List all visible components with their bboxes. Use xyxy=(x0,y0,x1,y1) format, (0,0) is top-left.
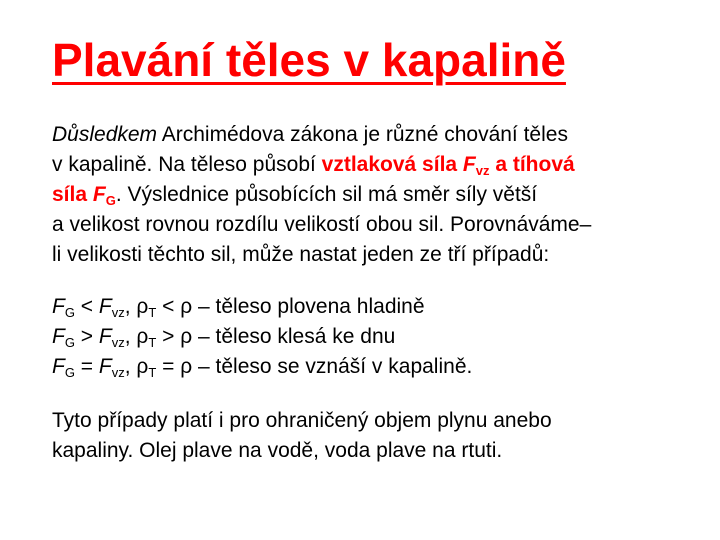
intro-line-3-text: . Výslednice působících sil má směr síly větší xyxy=(115,183,538,206)
case-operator: = xyxy=(74,355,99,378)
slide-title: Plavání těles v kapalině xyxy=(52,34,566,86)
case-T-subscript: T xyxy=(148,305,157,320)
case-description: > ρ – těleso klesá ke dnu xyxy=(156,325,396,348)
gravity-force-label-start: a tíhová xyxy=(489,153,575,176)
closing-paragraph xyxy=(52,406,552,466)
case-G-subscript: G xyxy=(64,305,75,320)
case-F-symbol: F xyxy=(52,325,65,348)
case-F-symbol: F xyxy=(52,295,65,318)
buoyant-force-label: vztlaková síla xyxy=(321,153,463,176)
closing-line-2: kapaliny. Olej plave na vodě, voda plave na rtuti. xyxy=(52,439,503,462)
case-item xyxy=(52,352,472,382)
intro-italic-word: Důsledkem xyxy=(52,123,158,146)
intro-line-1-text: Archimédova zákona je různé chování těles xyxy=(157,123,568,146)
intro-line-2 xyxy=(52,150,591,180)
case-operator: < xyxy=(74,295,99,318)
case-G-subscript: G xyxy=(64,335,75,350)
buoyant-force-symbol: F xyxy=(462,153,476,176)
case-description: = ρ – těleso se vznáší v kapalině. xyxy=(156,355,473,378)
case-G-subscript: G xyxy=(64,365,75,380)
buoyant-force-subscript: vz xyxy=(475,163,490,178)
case-F-symbol: F xyxy=(52,355,65,378)
cases-list xyxy=(52,292,472,382)
intro-line-5: li velikosti těchto sil, může nastat jeden ze tří případů: xyxy=(52,243,550,266)
gravity-force-label-end: síla xyxy=(52,183,93,206)
case-vz-subscript: vz xyxy=(111,365,125,380)
case-operator: > xyxy=(74,325,99,348)
case-rho: , ρ xyxy=(124,355,149,378)
intro-line-3 xyxy=(52,180,591,210)
case-F-symbol-2: F xyxy=(98,295,112,318)
intro-line-2-text: v kapalině. Na těleso působí xyxy=(52,153,322,176)
case-item xyxy=(52,322,472,352)
case-rho: , ρ xyxy=(124,325,149,348)
gravity-force-subscript: G xyxy=(105,193,116,208)
case-rho: , ρ xyxy=(124,295,149,318)
case-F-symbol-2: F xyxy=(98,355,112,378)
intro-line-4: a velikost rovnou rozdílu velikostí obou sil. Porovnáváme– xyxy=(52,213,592,236)
case-T-subscript: T xyxy=(148,335,157,350)
case-vz-subscript: vz xyxy=(111,335,125,350)
closing-line-1: Tyto případy platí i pro ohraničený objem plynu anebo xyxy=(52,409,552,432)
case-description: < ρ – těleso plovena hladině xyxy=(156,295,425,318)
buoyant-force-term xyxy=(322,153,575,176)
case-T-subscript: T xyxy=(148,365,157,380)
intro-line-1 xyxy=(52,120,591,150)
intro-paragraph xyxy=(52,120,591,270)
gravity-force-symbol: F xyxy=(92,183,106,206)
case-item xyxy=(52,292,472,322)
case-vz-subscript: vz xyxy=(111,305,125,320)
gravity-force-term xyxy=(52,183,116,206)
case-F-symbol-2: F xyxy=(98,325,112,348)
